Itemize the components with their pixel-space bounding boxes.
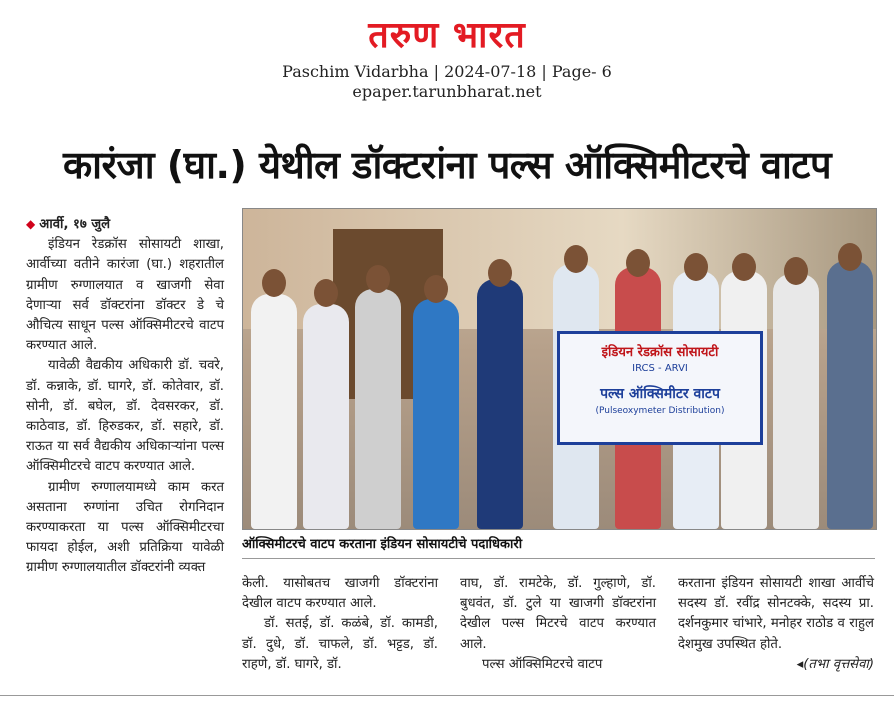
article-headline: कारंजा (घा.) येथील डॉक्टरांना पल्स ऑक्सिमीटरचे वाटप bbox=[62, 143, 832, 187]
article-column-1 bbox=[26, 214, 224, 579]
news-service-tag: ◂(तभा वृत्तसेवा) bbox=[796, 656, 874, 672]
masthead-logo bbox=[0, 14, 894, 58]
paragraph: ग्रामीण रुग्णालयामध्ये काम करत असताना रुग्णांना उचित रोगनिदान करण्याकरता या पल्स ऑक्सिमीटरचा फायदा होईल, अशी प्रतिक्रिया यावेळी ग्रामीण रुग्णालयातील डॉक्टरांनी व्यक्त bbox=[26, 479, 224, 576]
paragraph: यावेळी वैद्यकीय अधिकारी डॉ. चवरे, डॉ. कन्नाके, डॉ. घागरे, डॉ. कोतेवार, डॉ. सोनी, डॉ. बघेल, डॉ. देवसरकर, डॉ. काठेवाड, डॉ. हिरुडकर, डॉ. सहारे, डॉ. राऊत या सर्व वैद्यकीय अधिकाऱ्यांना पल्स ऑक्सिमीटरचे वाटप करण्यात आले. bbox=[26, 358, 224, 475]
paragraph: करताना इंडियन सोसायटी शाखा आर्वीचे सदस्य डॉ. रवींद्र सोनटक्के, सदस्य प्रा. दर्शनकुमार चांभारे, मनोहर राठोड व राहुल देशमुख उपस्थित होते. bbox=[678, 576, 874, 652]
photo-caption: ऑक्सिमीटरचे वाटप करताना इंडियन सोसायटीचे पदाधिकारी bbox=[242, 537, 523, 552]
banner-main: पल्स ऑक्सिमीटर वाटप bbox=[600, 386, 720, 402]
banner-sub: IRCS - ARVI bbox=[632, 363, 688, 374]
distribution-banner bbox=[557, 331, 763, 445]
paragraph: डॉ. सतई, डॉ. कळंबे, डॉ. कामडी, डॉ. दुधे, डॉ. चाफले, डॉ. भट्टड, डॉ. राहणे, डॉ. घागरे, डॉ. bbox=[242, 616, 438, 672]
dateline: ◆ आर्वी, १७ जुलै bbox=[26, 217, 111, 232]
banner-title: इंडियन रेडक्रॉस सोसायटी bbox=[601, 345, 719, 360]
article-column-3 bbox=[460, 574, 656, 675]
paragraph: वाघ, डॉ. रामटेके, डॉ. गुल्हाणे, डॉ. बुधवंत, डॉ. टुले या खाजगी डॉक्टरांना देखील पल्स मिटरचे वाटप करण्यात आले. bbox=[460, 576, 656, 652]
article-column-2 bbox=[242, 574, 438, 675]
paragraph: पल्स ऑक्सिमिटरचे वाटप bbox=[482, 656, 603, 672]
paragraph: केली. यासोबतच खाजगी डॉक्टरांना देखील वाटप करण्यात आले. bbox=[242, 576, 438, 612]
paragraph: इंडियन रेडक्रॉस सोसायटी शाखा, आर्वीच्या वतीने कारंजा (घा.) शहरातील ग्रामीण रुग्णालयात व खाजगी सेवा देणाऱ्या सर्व डॉक्टरांना डॉक्टर डे चे औचित्य साधून पल्स ऑक्सिमीटरचे वाटप करण्यात आले. bbox=[26, 237, 224, 354]
caption-divider bbox=[242, 558, 875, 559]
site-url[interactable]: epaper.tarunbharat.net bbox=[352, 82, 542, 101]
banner-english: (Pulseoxymeter Distribution) bbox=[595, 406, 725, 416]
article-photo bbox=[242, 208, 877, 530]
masthead-text: तरुण भारत bbox=[368, 15, 526, 56]
diamond-icon: ◆ bbox=[26, 217, 36, 231]
bottom-rule bbox=[0, 695, 894, 696]
article-column-4 bbox=[678, 574, 874, 675]
edition-meta: Paschim Vidarbha | 2024-07-18 | Page- 6 bbox=[282, 62, 612, 81]
